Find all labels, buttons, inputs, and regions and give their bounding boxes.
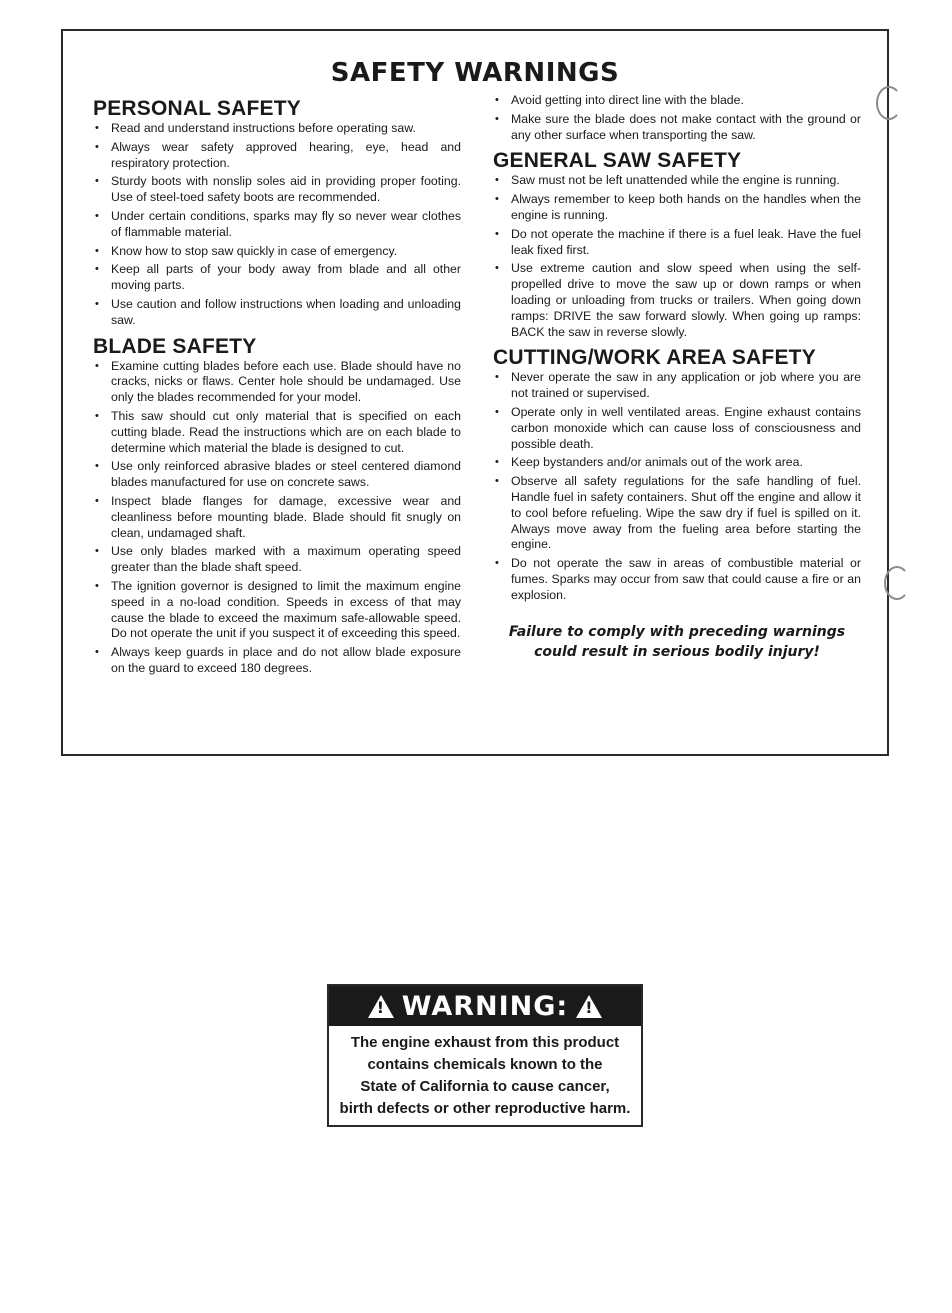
warning-line: State of California to cause cancer, [360,1078,610,1095]
list-item: • Always remember to keep both hands on the handles when the engine is running. [495,192,861,222]
warning-triangle-icon [576,995,602,1018]
warning-line: The engine exhaust from this product [350,1034,620,1051]
list-item: • Read and understand instructions before operating saw. [95,121,416,135]
list-item: • Make sure the blade does not make contact with the ground or any other surface when transporting the saw. [495,111,861,142]
personal-safety-section [93,97,461,329]
list-item: • Operate only in well ventilated areas. Engine exhaust contains carbon monoxide which can cause loss of consciousness and possible death. [495,404,861,451]
warning-text [329,1026,641,1120]
list-item: • Never operate the saw in any application or job where you are not trained or supervised. [495,370,861,401]
work-area-safety-list [493,370,861,603]
general-saw-safety-list [493,173,861,340]
list-item: • Always keep guards in place and do not allow blade exposure on the guard to exceed 180 degrees. [95,645,461,675]
list-item: • Under certain conditions, sparks may fly so never wear clothes of flammable material. [95,208,461,239]
list-item: • Keep all parts of your body away from blade and all other moving parts. [95,262,461,293]
list-item: • Keep bystanders and/or animals out of the work area. [495,455,803,470]
list-item: • Do not operate the machine if there is a fuel leak. Have the fuel leak fixed first. [495,226,861,257]
blade-safety-section [93,335,461,677]
failure-notice [493,622,861,662]
list-item: • Avoid getting into direct line with the blade. [495,93,744,107]
binder-hole-mark [876,86,902,120]
list-item: • Use extreme caution and slow speed when using the self-propelled drive to move the saw up or down ramps or when loading or unloading from trucks or trailers. When going down ramps: DRIVE the saw forward slowly. When going up ramps: BACK the saw in reverse slowly. [495,261,861,339]
warning-line: contains chemicals known to the [367,1056,603,1073]
general-saw-safety-heading: GENERAL SAW SAFETY [493,149,742,173]
blade-safety-heading: BLADE SAFETY [93,334,257,358]
general-saw-safety-section [493,149,861,340]
failure-notice-line: could result in serious bodily injury! [534,643,820,660]
list-item: • The ignition governor is designed to limit the maximum engine speed in a no-load condition. Speeds in excess of that may cause the blade to exceed the maximum safe-allowable speed. Do not operate the unit if you suspect it of exceeding this speed. [95,578,461,641]
list-item: • Saw must not be left unattended while the engine is running. [495,173,840,188]
california-warning-box [327,984,643,1127]
list-item: • Always wear safety approved hearing, eye, head and respiratory protection. [95,139,461,170]
failure-notice-line: Failure to comply with preceding warnings [508,623,846,640]
warning-banner [329,986,641,1026]
list-item: • Observe all safety regulations for the safe handling of fuel. Handle fuel in safety containers. Shut off the engine and allow it to cool before refueling. Wipe the saw dry if fuel is spilled on it. Always move away from the fueling area before starting the engine. [495,474,861,552]
warning-heading: WARNING: [401,990,569,1022]
list-item: • Use only reinforced abrasive blades or steel centered diamond blades manufactured for use on concrete saws. [95,459,461,490]
list-item: • Sturdy boots with nonslip soles aid in providing proper footing. Use of steel-toed safety boots are recommended. [95,174,461,205]
blade-safety-list [93,359,461,677]
work-area-safety-section [493,346,861,603]
page-title: SAFETY WARNINGS [330,58,620,88]
safety-warnings-panel [61,29,889,756]
work-area-safety-heading: CUTTING/WORK AREA SAFETY [493,346,816,370]
personal-safety-list [93,121,461,329]
list-item: • Know how to stop saw quickly in case of emergency. [95,243,398,258]
left-column [93,97,461,683]
list-item: • Do not operate the saw in areas of combustible material or fumes. Sparks may occur from saw that could cause a fire or an explosion. [495,556,861,602]
list-item: • This saw should cut only material that is specified on each cutting blade. Read the instructions which are on each blade to determine which material the blade is designed to cut. [95,408,461,455]
list-item: • Use caution and follow instructions when loading and unloading saw. [95,296,461,327]
warning-triangle-icon [368,995,394,1018]
personal-safety-heading: PERSONAL SAFETY [93,97,301,120]
list-item: • Examine cutting blades before each use. Blade should have no cracks, nicks or flaws. Center hole should be undamaged. Use only the blades recommended for your model. [95,358,461,405]
list-item: • Inspect blade flanges for damage, excessive wear and cleanliness before mounting blade. Blade should fit snugly on clean, undamaged shaft. [95,493,461,540]
binder-hole-mark [884,566,910,600]
list-item: • Use only blades marked with a maximum operating speed greater than the blade shaft speed. [95,544,461,575]
right-column [493,93,861,662]
blade-safety-continued-list [493,93,861,143]
warning-line: birth defects or other reproductive harm. [339,1100,631,1117]
